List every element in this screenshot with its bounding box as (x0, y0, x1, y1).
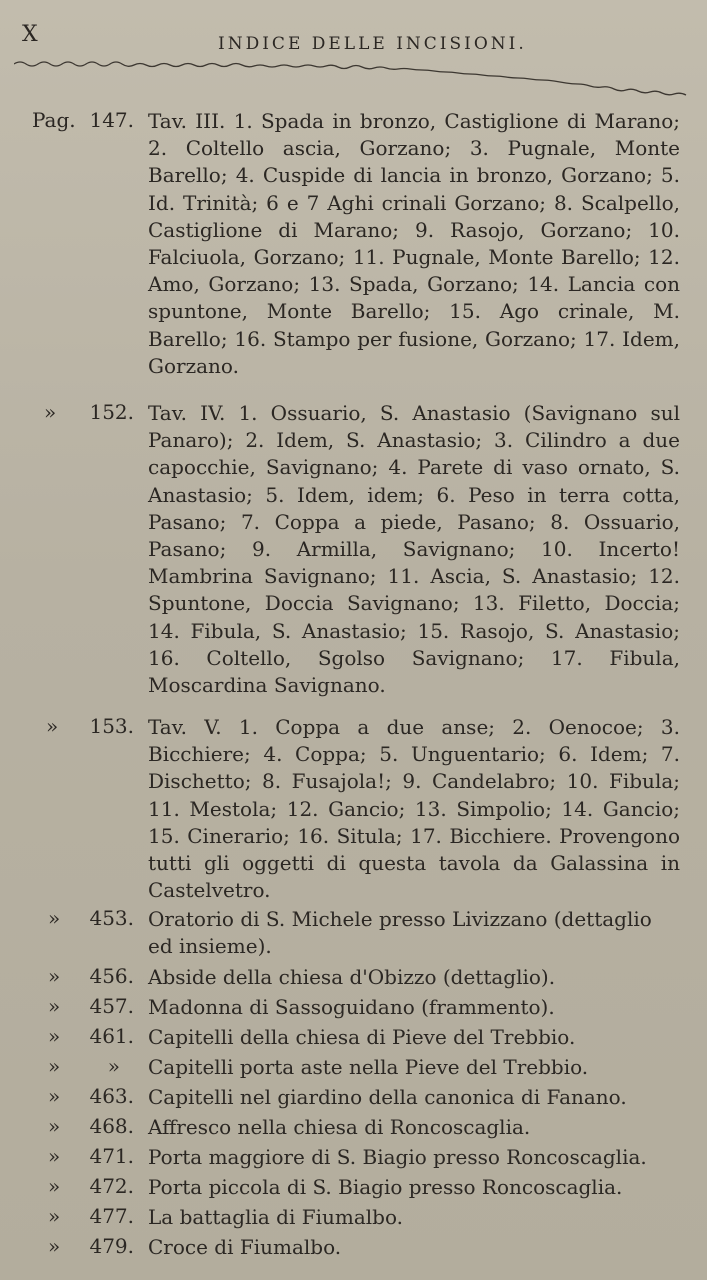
entry-marker: » (46, 714, 59, 738)
entry-page: 463. (89, 1084, 134, 1108)
decorative-wavy-rule (14, 58, 692, 98)
entry-marker: Pag. (32, 108, 76, 132)
entry-description: Tav. V. 1. Coppa a due anse; 2. Oenocoe; 3. Bicchiere; 4. Coppa; 5. Unguentario; 6. Idem; 7. Dischetto; 8. Fusajola!; 9. Candelabro; 10. Fibula; 11. Mestola; 12. Gancio; 13. Simpolio; 14. Gancio; 15. Cinerario; 16. Situla; 17. Bicchiere. Provengono tutti gli oggetti di questa tavola da Galassina in Castelvetro. (148, 715, 680, 903)
entry-marker: » (48, 1054, 61, 1078)
entry-marker: » (48, 1024, 61, 1048)
entry-description: Porta maggiore di S. Biagio presso Roncoscaglia. (148, 1145, 647, 1169)
page-header (0, 20, 707, 60)
entry-page: » (107, 1054, 120, 1078)
entry-page: 147. (89, 108, 134, 132)
entry-marker: » (48, 906, 61, 930)
entry-page: 453. (89, 906, 134, 930)
entry-description: Capitelli nel giardino della canonica di Fanano. (148, 1085, 627, 1109)
entry-description: Porta piccola di S. Biagio presso Roncoscaglia. (148, 1175, 623, 1199)
entry-marker: » (48, 1174, 61, 1198)
entry-marker: » (48, 964, 61, 988)
entry-description: Affresco nella chiesa di Roncoscaglia. (148, 1115, 531, 1139)
entry-page: 479. (89, 1234, 134, 1258)
entry-marker: » (48, 1234, 61, 1258)
entry-page: 472. (89, 1174, 134, 1198)
entry-description: Abside della chiesa d'Obizzo (dettaglio). (148, 965, 556, 989)
entry-page: 477. (89, 1204, 134, 1228)
page-number: X (22, 22, 39, 47)
entry-page: 456. (89, 964, 134, 988)
entry-marker: » (48, 1144, 61, 1168)
entry-page: 471. (89, 1144, 134, 1168)
running-head: INDICE DELLE INCISIONI. (218, 34, 527, 54)
entry-description: Tav. III. 1. Spada in bronzo, Castiglione di Marano; 2. Coltello ascia, Gorzano; 3. Pugnale, Monte Barello; 4. Cuspide di lancia in bronzo, Gorzano; 5. Id. Trinità; 6 e 7 Aghi crinali Gorzano; 8. Scalpello, Castiglione di Marano; 9. Rasojo, Gorzano; 10. Falciuola, Gorzano; 11. Pugnale, Monte Barello; 12. Amo, Gorzano; 13. Spada, Gorzano; 14. Lancia con spuntone, Monte Barello; 15. Ago crinale, M. Barello; 16. Stampo per fusione, Gorzano; 17. Idem, Gorzano. (148, 109, 680, 378)
entry-description: Madonna di Sassoguidano (frammento). (148, 995, 555, 1019)
entry-marker: » (48, 1204, 61, 1228)
entry-description: Croce di Fiumalbo. (148, 1235, 342, 1259)
entry-marker: » (48, 994, 61, 1018)
entry-description: La battaglia di Fiumalbo. (148, 1205, 404, 1229)
entry-marker: » (48, 1114, 61, 1138)
entry-page: 461. (89, 1024, 134, 1048)
entry-marker: » (48, 1084, 61, 1108)
entry-description: Capitelli della chiesa di Pieve del Trebbio. (148, 1025, 576, 1049)
entry-description: Capitelli porta aste nella Pieve del Trebbio. (148, 1055, 589, 1079)
entry-marker: » (44, 400, 57, 424)
entry-page: 468. (89, 1114, 134, 1138)
entry-page: 153. (89, 714, 134, 738)
entry-description: Tav. IV. 1. Ossuario, S. Anastasio (Savignano sul Panaro); 2. Idem, S. Anastasio; 3. Cilindro a due capocchie, Savignano; 4. Parete di vaso ornato, S. Anastasio; 5. Idem, idem; 6. Peso in terra cotta, Pasano; 7. Coppa a piede, Pasano; 8. Ossuario, Pasano; 9. Armilla, Savignano; 10. Incerto! Mambrina Savignano; 11. Ascia, S. Anastasio; 12. Spuntone, Doccia Savignano; 13. Filetto, Doccia; 14. Fibula, S. Anastasio; 15. Rasojo, S. Anastasio; 16. Coltello, Sgolso Savignano; 17. Fibula, Moscardina Savignano. (148, 401, 680, 698)
entry-page: 457. (89, 994, 134, 1018)
entry-page: 152. (89, 400, 134, 424)
entry-description: Oratorio di S. Michele presso Livizzano (dettaglio ed insieme). (148, 907, 652, 959)
